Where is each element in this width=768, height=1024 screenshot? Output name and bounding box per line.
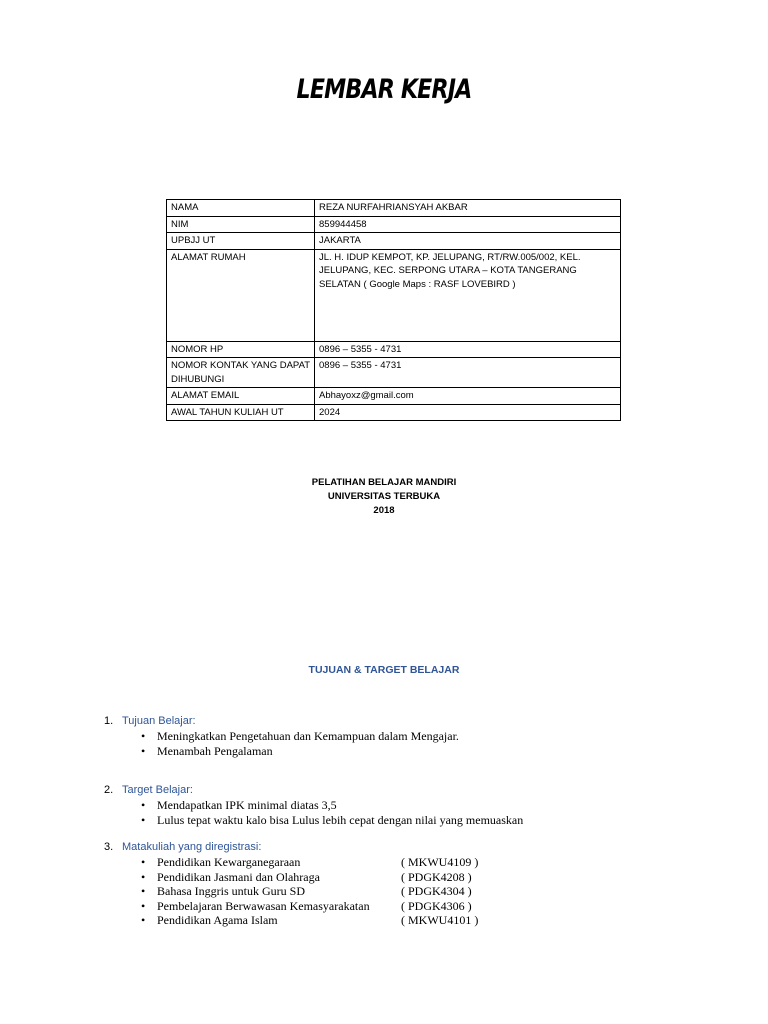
list-item-text: Meningkatkan Pengetahuan dan Kemampuan dalam Mengajar. bbox=[157, 729, 459, 743]
list-item bbox=[104, 913, 479, 928]
section-title: TUJUAN & TARGET BELAJAR bbox=[308, 664, 460, 676]
table-row bbox=[167, 249, 621, 341]
bullet-icon: • bbox=[141, 869, 146, 884]
field-label: ALAMAT EMAIL bbox=[167, 388, 315, 405]
course-name: Pendidikan Kewarganegaraan bbox=[157, 855, 301, 869]
course-name: Pendidikan Jasmani dan Olahraga bbox=[157, 869, 320, 884]
course-name: Bahasa Inggris untuk Guru SD bbox=[157, 884, 305, 898]
list-item bbox=[104, 744, 459, 759]
field-value: 0896 – 5355 - 4731 bbox=[315, 358, 621, 388]
list-item bbox=[104, 729, 459, 744]
list-item-text: Lulus tepat waktu kalo bisa Lulus lebih cepat dengan nilai yang memuaskan bbox=[157, 812, 524, 827]
page-title: LEMBAR KERJA bbox=[296, 74, 472, 105]
bullet-icon: • bbox=[141, 812, 146, 827]
course-code: ( PDGK4208 ) bbox=[401, 869, 472, 884]
field-value: REZA NURFAHRIANSYAH AKBAR bbox=[315, 200, 621, 217]
list-item bbox=[104, 813, 523, 828]
bullet-list bbox=[104, 729, 459, 758]
list-item bbox=[104, 855, 479, 870]
field-value: 859944458 bbox=[315, 216, 621, 233]
course-code: ( PDGK4306 ) bbox=[401, 898, 472, 913]
course-name: Pembelajaran Berwawasan Kemasyarakatan bbox=[157, 898, 370, 913]
course-code: ( MKWU4109 ) bbox=[401, 855, 479, 869]
list-item bbox=[104, 869, 472, 885]
program-heading bbox=[0, 476, 768, 518]
section-heading-text: Tujuan Belajar: bbox=[122, 715, 196, 727]
section-matakuliah bbox=[104, 840, 479, 928]
bullet-icon: • bbox=[141, 898, 146, 913]
section-heading bbox=[104, 840, 370, 855]
course-code: ( MKWU4101 ) bbox=[401, 913, 479, 927]
section-number: 1. bbox=[104, 715, 114, 727]
section-heading bbox=[104, 783, 523, 798]
table-row bbox=[167, 233, 621, 250]
table-row bbox=[167, 388, 621, 405]
field-label: UPBJJ UT bbox=[167, 233, 315, 250]
bullet-list bbox=[104, 798, 523, 827]
bullet-icon: • bbox=[141, 913, 146, 927]
bullet-icon: • bbox=[141, 729, 146, 743]
field-value: 2024 bbox=[315, 404, 621, 421]
section-number: 2. bbox=[104, 784, 114, 796]
list-item-text: Mendapatkan IPK minimal diatas 3,5 bbox=[157, 798, 337, 812]
table-row bbox=[167, 216, 621, 233]
section-heading-text: Target Belajar: bbox=[122, 784, 193, 796]
field-value: 0896 – 5355 - 4731 bbox=[315, 341, 621, 358]
table-row bbox=[167, 404, 621, 421]
field-label: NAMA bbox=[167, 200, 315, 217]
section-target bbox=[104, 783, 523, 827]
field-value: JL. H. IDUP KEMPOT, KP. JELUPANG, RT/RW.005/002, KEL. JELUPANG, KEC. SERPONG UTARA – KOTA TANGERANG SELATAN ( Google Maps : RASF LOVEBIRD ) bbox=[315, 249, 621, 341]
student-info-table bbox=[166, 199, 621, 421]
section-heading bbox=[104, 714, 459, 729]
course-name: Pendidikan Agama Islam bbox=[157, 913, 278, 927]
field-label: ALAMAT RUMAH bbox=[167, 249, 315, 341]
bullet-icon: • bbox=[141, 743, 146, 758]
list-item bbox=[104, 884, 472, 899]
list-item bbox=[104, 798, 523, 813]
list-item bbox=[104, 898, 472, 914]
university-name: UNIVERSITAS TERBUKA bbox=[327, 491, 441, 502]
section-heading-text: Matakuliah yang diregistrasi: bbox=[122, 841, 262, 853]
course-list bbox=[104, 855, 479, 928]
bullet-icon: • bbox=[141, 798, 146, 812]
table-row bbox=[167, 200, 621, 217]
program-year: 2018 bbox=[373, 505, 395, 516]
section-tujuan bbox=[104, 714, 459, 758]
program-name: PELATIHAN BELAJAR MANDIRI bbox=[311, 477, 457, 488]
field-label: AWAL TAHUN KULIAH UT bbox=[167, 404, 315, 421]
field-label: NOMOR KONTAK YANG DAPAT DIHUBUNGI bbox=[167, 358, 315, 388]
field-value: Abhayoxz@gmail.com bbox=[315, 388, 621, 405]
course-code: ( PDGK4304 ) bbox=[401, 884, 472, 898]
table-row bbox=[167, 341, 621, 358]
field-label: NIM bbox=[167, 216, 315, 233]
bullet-icon: • bbox=[141, 855, 146, 869]
field-value: JAKARTA bbox=[315, 233, 621, 250]
table-row bbox=[167, 358, 621, 388]
list-item-text: Menambah Pengalaman bbox=[157, 743, 273, 758]
section-number: 3. bbox=[104, 841, 114, 853]
field-label: NOMOR HP bbox=[167, 341, 315, 358]
bullet-icon: • bbox=[141, 884, 146, 898]
